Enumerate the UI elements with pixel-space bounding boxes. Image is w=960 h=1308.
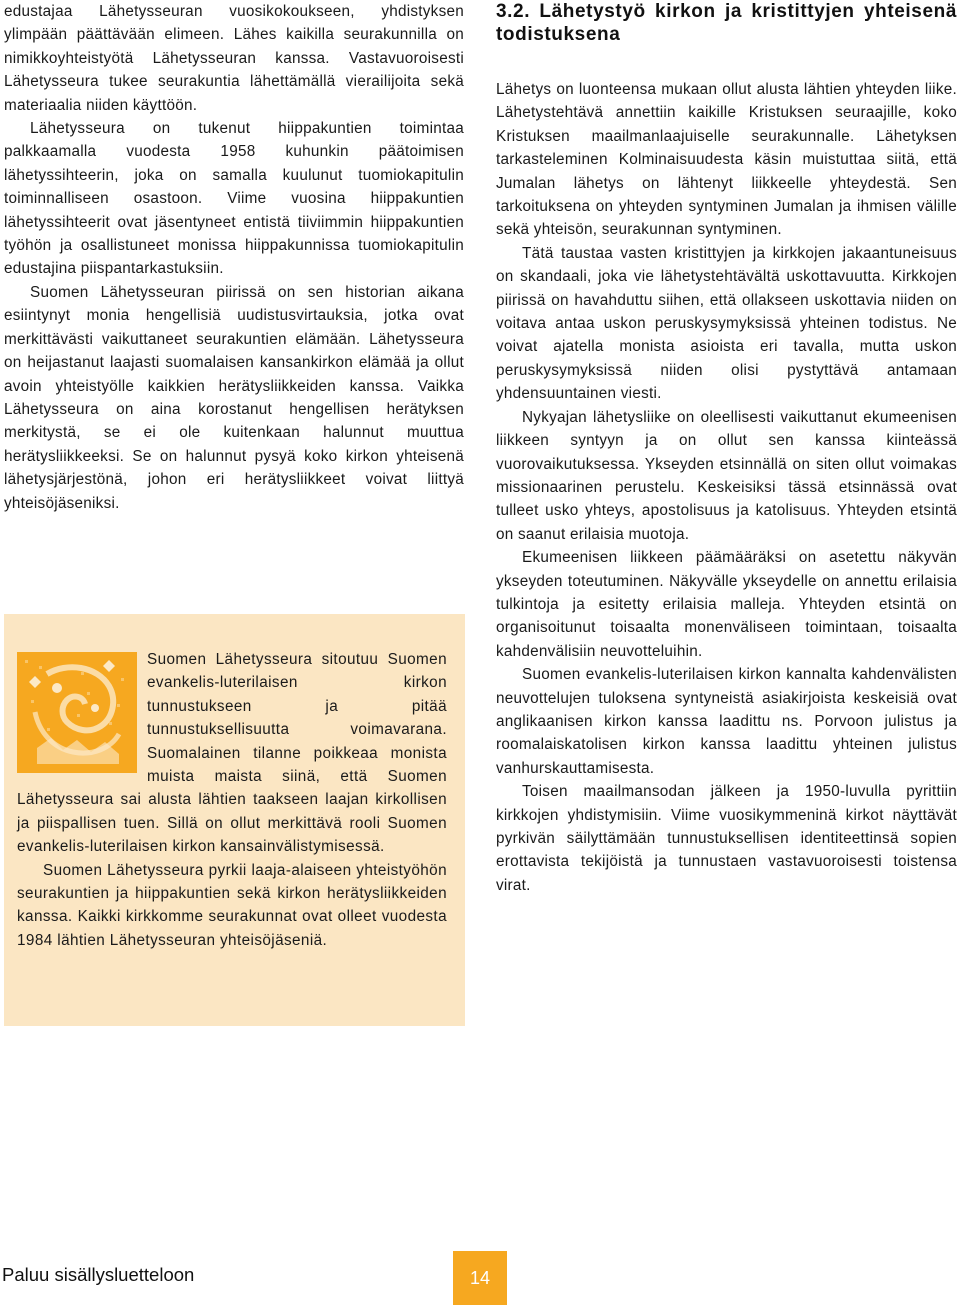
highlight-paragraph-2: Suomen Lähetysseura pyrkii laaja-alaiseen yhteistyöhön seurakuntien ja hiippakuntien sekä kirkon herätysliikkeiden kanssa. Kaikki kirkkomme seurakunnat ovat olleet vuodesta 1984 lähtien Lähetysseuran yhteisöjäseniä.: [17, 861, 447, 949]
mission-society-emblem-icon: [17, 652, 137, 773]
right-paragraph-2: Tätä taustaa vasten kristittyjen ja kirkkojen jakaantuneisuus on skandaali, joka vie lähetystehtävältä uskottavuutta. Kirkkojen piirissä on havahduttu siihen, että ollakseen uskottavia niiden on voitava antaa uskon peruskysymyksissä yhteinen todistus. Ne voivat ajatella monista asioista eri tavalla, mutta uskon peruskysymyksissä niiden olisi pystyttävä antamaan yhdensuuntainen viesti.: [496, 244, 957, 403]
right-paragraph-3: Nykyajan lähetysliike on oleellisesti vaikuttanut ekumeenisen liikkeen syntyyn ja on ollut sen kanssa kiinteässä vuorovaikutuksessa. Ykseyden etsinnällä on siten ollut voimakas missionaarinen perustelu. Keskeisiksi tässä etsinnässä ovat tulleet usko yhteys, apostolisuus ja katolisuus. Yhteyden etsintä on saanut erilaisia muotoja.: [496, 408, 957, 543]
highlight-paragraph-1: Suomen Lähetysseura sitoutuu Suomen evankelis-luterilaisen kirkon tunnustukseen ja pitää tunnustuksellisuutta voimavarana. Suomalainen tilanne poikkeaa monista muista maista siinä, että Suomen Lähetysseura sai alusta lähtien taakseen laajan kirkollisen ja piispallisen tuen. Sillä on ollut merkittävä rooli Suomen evankelis-luterilaisen kirkon kansainvälistymisessä.: [17, 651, 447, 856]
back-to-toc-link[interactable]: Paluu sisällysluetteloon: [2, 1264, 195, 1285]
right-paragraph-6: Toisen maailmansodan jälkeen ja 1950-luvulla pyrittiin kirkkojen yhdistymisiin. Viime vuosikymmeninä kirkot näyttävät pyrkivän säilyttämään tunnustuksellisen identiteettinsä sopien erottavista tekijöistä ja tunnustaen vastavuoroisesti toistensa virat.: [496, 783, 957, 894]
highlight-box: [4, 614, 465, 1026]
left-column: [4, 0, 464, 515]
left-paragraph-2: Lähetysseura on tukenut hiippakuntien toimintaa palkkaamalla vuodesta 1958 kuhunkin päätoimisen lähetyssihteerin, joka on samalla kuulunut tuomiokapitulin toiminnalliseen osastoon. Viime vuosina hiippakuntien lähetyssihteerit ovat jäsentyneet entistä tiiviimmin hiippakuntien työhön ja osallistuneet monissa hiippakunnissa tuomiokapitulin edustajina piispantarkastuksiin.: [4, 120, 464, 278]
left-paragraph-3: Suomen Lähetysseuran piirissä on sen historian aikana esiintynyt monia hengellisiä uudistusvirtauksia, jotka ovat merkittävästi vaikuttaneet seurakuntien elämään. Lähetysseura on heijastanut laajasti suomalaisen kansankirkon elämää ja ollut avoin yhteistyölle kaikkien herätysliikkeiden kanssa. Vaikka Lähetysseura on aina korostanut hengellisen herätyksen merkitystä, se ei ole kuitenkaan halunnut muuttua herätysliikkeeksi. Se on halunnut pysyä koko kirkon yhteisenä lähetysjärjestönä, johon eri herätysliikkeet voivat liittyä yhteisöjäseniksi.: [4, 283, 464, 512]
right-paragraph-5: Suomen evankelis-luterilaisen kirkon kannalta kahdenvälisten neuvottelujen tuloksena syntyneistä asiakirjoista keskeisiä ovat anglikaanisen kirkon kanssa laadittu ns. Porvoon julistus ja roomalaiskatolisen kirkon kanssa laadittu yhteinen julistus vanhurskauttamisesta.: [496, 666, 957, 777]
right-column: [496, 0, 957, 897]
left-paragraph-1: edustajaa Lähetysseuran vuosikokoukseen, yhdistyksen ylimpään päättävään elimeen. Lähes kaikilla seurakunnilla on nimikkoyhteistyötä Lähetysseuran kanssa. Vastavuoroisesti Lähetysseura tukee seurakuntia lähettämällä vierailijoita sekä materiaalia niiden käyttöön.: [4, 3, 464, 114]
emblem-graphic: [17, 652, 137, 773]
right-paragraph-4: Ekumeenisen liikkeen päämääräksi on asetettu näkyvän ykseyden toteutuminen. Näkyvälle ykseydelle on annettu erilaisia tulkintoja ja esitetty erilaisia malleja. Yhteyden etsintä on organisoitunut toisaalta monenväliseen toimintaan, toisaalta kahdenvälisiin neuvotteluihin.: [496, 549, 957, 660]
page-number: 14: [453, 1251, 507, 1305]
section-heading: 3.2. Lähetystyö kirkon ja kristittyjen yhteisenä todistuksena: [496, 1, 957, 45]
right-paragraph-1: Lähetys on luonteensa mukaan ollut alusta lähtien yhteyden liike. Lähetystehtävä annettiin kaikille Kristuksen seuraajille, koko Kristuksen maailmanlaajuiselle seurakunnalle. Lähetyksen tarkasteleminen Kolminaisuudesta käsin muistuttaa siitä, että Jumalan lähetys on lähtenyt liikkeelle yhteydestä. Sen tarkoituksena on yhteyden syntyminen Jumalan ja ihmisen välille sekä yhteisön, seurakunnan syntyminen.: [496, 81, 957, 239]
